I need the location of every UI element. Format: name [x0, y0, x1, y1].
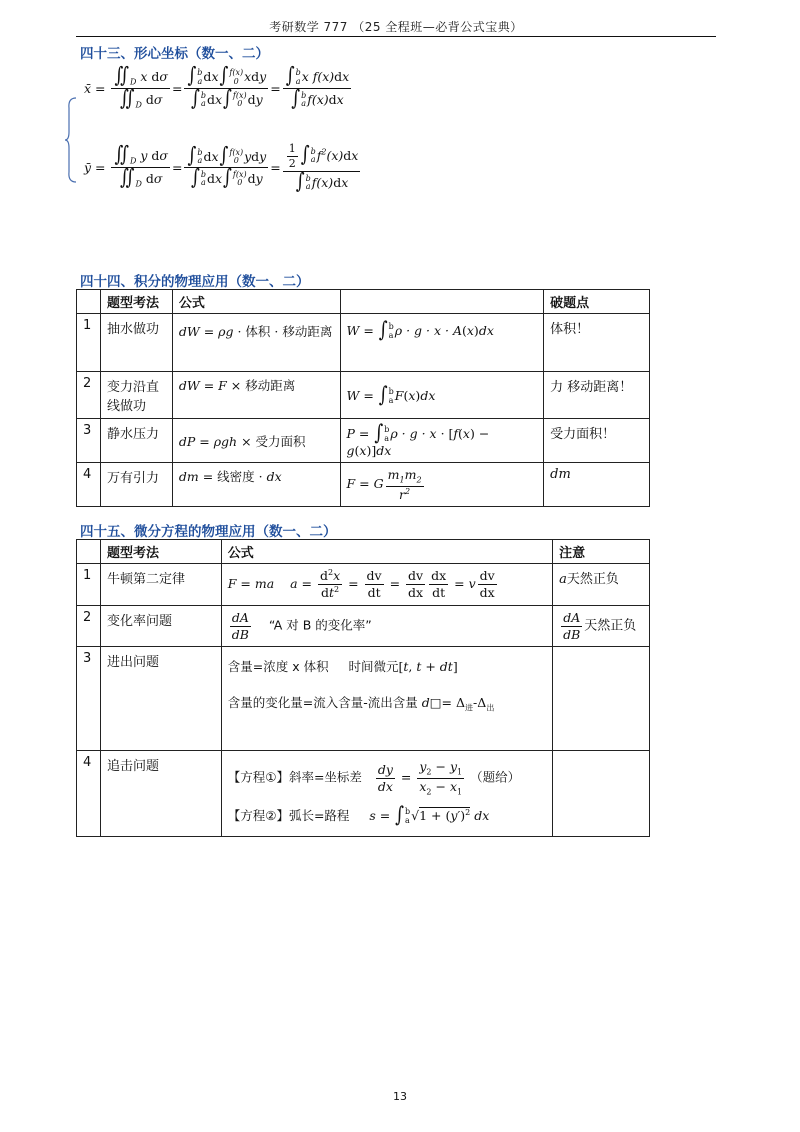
row-num: 4 [77, 751, 101, 837]
header-num [77, 540, 101, 564]
centroid-y-formula: ȳ = $\frac{∬_D y d\sigma}{∬_D d\sigma}$ = ∫ b a dx∫ f(x) 0 ydy ∫ b a dx∫ f(x) 0 dy = $\frac{1}{2}$ ∫ b a $f^2(x)dx$ ∫ b a f(x)dx [84, 142, 359, 194]
row-formula-2: F = G $\frac{m_1m_2}{r^2}$ [340, 463, 544, 507]
row-key: dm [544, 463, 650, 507]
table-row [77, 463, 650, 507]
row-type: 追击问题 [100, 751, 221, 837]
row-formula-2: P = ∫ b a ρ · g · x · [f(x) − g(x)]dx [340, 419, 544, 463]
header-note: 注意 [553, 540, 650, 564]
row-type: 万有引力 [100, 463, 172, 507]
table-row [77, 314, 650, 372]
row-formula: F = ma a = $\frac{d^2x}{dt^2}$ = $\frac{dv}{dt}$ = $\frac{dv}{dx}$ $\frac{dx}{dt}$ = v $\frac{dv}{dx}$ [221, 564, 552, 606]
row-num: 2 [77, 372, 101, 419]
table-row [77, 564, 650, 606]
table-header-row [77, 540, 650, 564]
row-type: 抽水做功 [100, 314, 172, 372]
row-note [553, 647, 650, 751]
row-type: 静水压力 [100, 419, 172, 463]
row-note-text: 天然正负 [566, 572, 619, 587]
row-formula-2: W = ∫ b a F(x)dx [340, 372, 544, 419]
row-formula-a: 【方程①】斜率=坐标差 $\frac{dy}{dx}$ = $\frac{y_2 - y_1}{x_2 - x_1}$ （题给） [227, 759, 521, 797]
row-type: 牛顿第二定律 [100, 564, 221, 606]
table-header-row [77, 290, 650, 314]
row-key: 体积！ [544, 314, 650, 372]
header-type: 题型考法 [100, 290, 172, 314]
page-number: 13 [393, 1090, 407, 1103]
header-formula: 公式 [221, 540, 552, 564]
header-type: 题型考法 [100, 540, 221, 564]
row-formula [221, 751, 552, 837]
row-formula-1: dW = ρg · 体积 · 移动距离 [172, 314, 340, 372]
xbar-frac-1: $\frac{∬_D x d\sigma}{∬_D d\sigma}$ [111, 66, 169, 110]
ybar-frac-2: ∫ b a dx∫ f(x) 0 ydy ∫ b a dx∫ f(x) 0 dy [184, 146, 268, 190]
ybar-symbol: ȳ [84, 159, 92, 175]
row-type: 变化率问题 [100, 606, 221, 647]
section-45-title: 四十五、微分方程的物理应用（数一、二） [80, 524, 337, 540]
row-type: 变力沿直线做功 [100, 372, 172, 419]
row-formula-2: W = ∫ b a ρ · g · x · A(x)dx [340, 314, 544, 372]
ybar-frac-1: $\frac{∬_D y d\sigma}{∬_D d\sigma}$ [111, 145, 169, 189]
header-blank [340, 290, 544, 314]
page-header: 考研数学 777 （25 全程班—必背公式宝典） [269, 20, 523, 34]
row-note: a天然正负 [553, 564, 650, 606]
row-formula [221, 647, 552, 751]
section-43-title: 四十三、形心坐标（数一、二） [80, 46, 269, 62]
row-key: 力 移动距离！ [544, 372, 650, 419]
row-note: $\frac{dA}{dB}$ 天然正负 [553, 606, 650, 647]
header-rule [76, 36, 716, 37]
table-row [77, 647, 650, 751]
table-row [77, 419, 650, 463]
left-brace-icon [64, 96, 78, 184]
row-formula-1: dW = F × 移动距离 [172, 372, 340, 419]
row-num: 4 [77, 463, 101, 507]
header-formula: 公式 [172, 290, 340, 314]
row-formula-a: 含量=浓度 x 体积 时间微元[t, t + dt] [227, 659, 458, 675]
section-44-title: 四十四、积分的物理应用（数一、二） [80, 274, 310, 290]
row-formula-1: dm = 线密度 · dx [172, 463, 340, 507]
row-num: 2 [77, 606, 101, 647]
row-num: 1 [77, 564, 101, 606]
xbar-symbol: x̄ [84, 80, 92, 96]
ybar-frac-3: $\frac{1}{2}$ ∫ b a $f^2(x)dx$ ∫ b a f(x)dx [283, 142, 361, 193]
row-num: 1 [77, 314, 101, 372]
centroid-x-formula: x̄ = $\frac{∬_D x d\sigma}{∬_D d\sigma}$ = ∫ b a dx∫ f(x) 0 xdy ∫ b a dx∫ f(x) 0 dy = ∫ b a x f(x)dx ∫ b a f(x)dx [84, 63, 350, 111]
table-row [77, 751, 650, 837]
row-num: 3 [77, 419, 101, 463]
table-row [77, 606, 650, 647]
row-formula: $\frac{dA}{dB}$ “A 对 B 的变化率” [221, 606, 552, 647]
physics-integral-table [76, 289, 650, 507]
row-key: 受力面积！ [544, 419, 650, 463]
xbar-frac-3: ∫ b a x f(x)dx ∫ b a f(x)dx [283, 66, 352, 110]
xbar-frac-2: ∫ b a dx∫ f(x) 0 xdy ∫ b a dx∫ f(x) 0 dy [184, 66, 268, 110]
row-formula-1: dP = ρgh × 受力面积 [172, 419, 340, 463]
row-type: 进出问题 [100, 647, 221, 751]
header-key: 破题点 [544, 290, 650, 314]
physics-ode-table [76, 539, 650, 837]
row-num: 3 [77, 647, 101, 751]
row-note [553, 751, 650, 837]
row-formula-b: 含量的变化量=流入含量-流出含量 d□= $\Delta_进-\Delta_出$ [227, 695, 495, 713]
header-num [77, 290, 101, 314]
row-formula-b: 【方程②】弧长=路程 s = ∫ b a $√1 + (y')^2$ dx [227, 802, 490, 828]
table-row [77, 372, 650, 419]
